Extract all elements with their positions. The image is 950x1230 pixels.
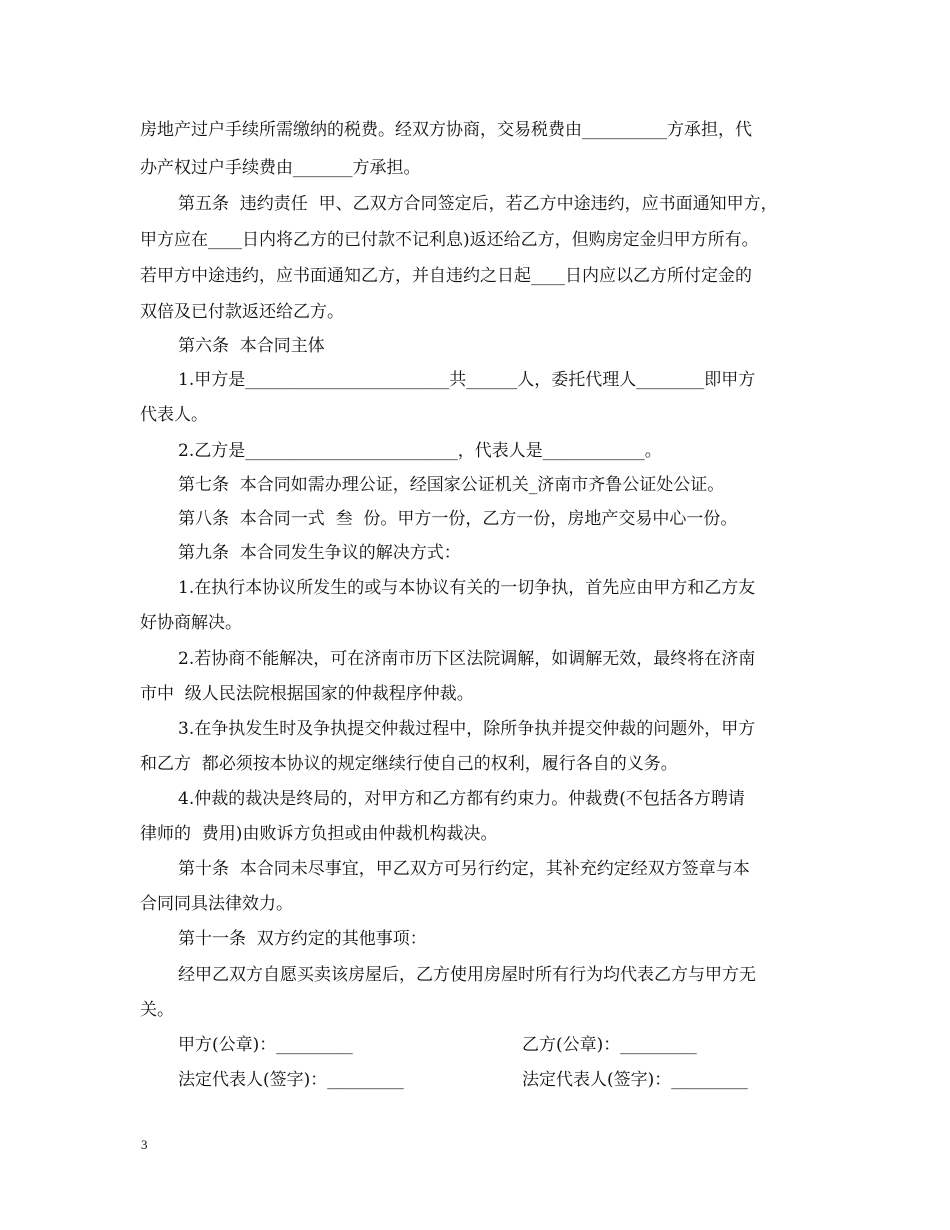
text-line: 代表人。 (140, 405, 208, 425)
text-line: 1.在执行本协议所发生的或与本协议有关的一切争执，首先应由甲方和乙方友 (178, 578, 756, 598)
party-a-seal-field: 甲方(公章)：_________ (178, 1035, 353, 1055)
text-line: 办产权过户手续费由_______方承担。 (140, 158, 421, 178)
page-number: 3 (141, 1137, 148, 1152)
text-line: 律师的 费用)由败诉方负担或由仲裁机构裁决。 (140, 824, 498, 844)
text-line: 若甲方中途违约，应书面通知乙方，并自违约之日起____日内应以乙方所付定金的 (140, 266, 752, 286)
text-line: 第五条 违约责任 甲、乙双方合同签定后，若乙方中途违约，应书面通知甲方， (178, 194, 778, 214)
text-line: 第七条 本合同如需办理公证，经国家公证机关_济南市齐鲁公证处公证。 (178, 475, 725, 495)
text-line: 经甲乙双方自愿买卖该房屋后，乙方使用房屋时所有行为均代表乙方与甲方无 (178, 965, 756, 985)
text-line: 1.甲方是________________________共______人，委托代理人________即甲方 (178, 370, 756, 390)
text-line: 第八条 本合同一式 叁 份。甲方一份，乙方一份，房地产交易中心一份。 (178, 509, 738, 529)
text-line: 甲方应在____日内将乙方的已付款不记利息)返还给乙方，但购房定金归甲方所有。 (140, 230, 759, 250)
text-line: 3.在争执发生时及争执提交仲裁过程中，除所争执并提交仲裁的问题外，甲方 (178, 719, 756, 739)
section-heading: 第九条 本合同发生争议的解决方式： (178, 543, 461, 563)
text-line: 双倍及已付款返还给乙方。 (140, 302, 344, 322)
section-heading: 第六条 本合同主体 (178, 336, 325, 356)
text-line: 房地产过户手续所需缴纳的税费。经双方协商，交易税费由__________方承担，代 (140, 120, 752, 140)
party-a-representative-field: 法定代表人(签字)：_________ (178, 1070, 404, 1090)
text-line: 和乙方 都必须按本协议的规定继续行使自己的权利，履行各自的义务。 (140, 754, 678, 774)
text-line: 市中 级人民法院根据国家的仲裁程序仲裁。 (140, 684, 474, 704)
text-line: 2.乙方是_________________________，代表人是____________。 (178, 441, 662, 461)
party-b-representative-field: 法定代表人(签字)：_________ (522, 1070, 748, 1090)
text-line: 第十条 本合同未尽事宜，甲乙双方可另行约定，其补充约定经双方签章与本 (178, 859, 750, 879)
party-b-seal-field: 乙方(公章)：_________ (522, 1035, 697, 1055)
section-heading: 第十一条 双方约定的其他事项： (178, 929, 427, 949)
text-line: 2.若协商不能解决，可在济南市历下区法院调解，如调解无效，最终将在济南 (178, 649, 756, 669)
text-line: 关。 (140, 1000, 174, 1020)
text-line: 合同同具法律效力。 (140, 894, 293, 914)
text-line: 4.仲裁的裁决是终局的，对甲方和乙方都有约束力。仲裁费(不包括各方聘请 (178, 789, 745, 809)
text-line: 好协商解决。 (140, 613, 242, 633)
